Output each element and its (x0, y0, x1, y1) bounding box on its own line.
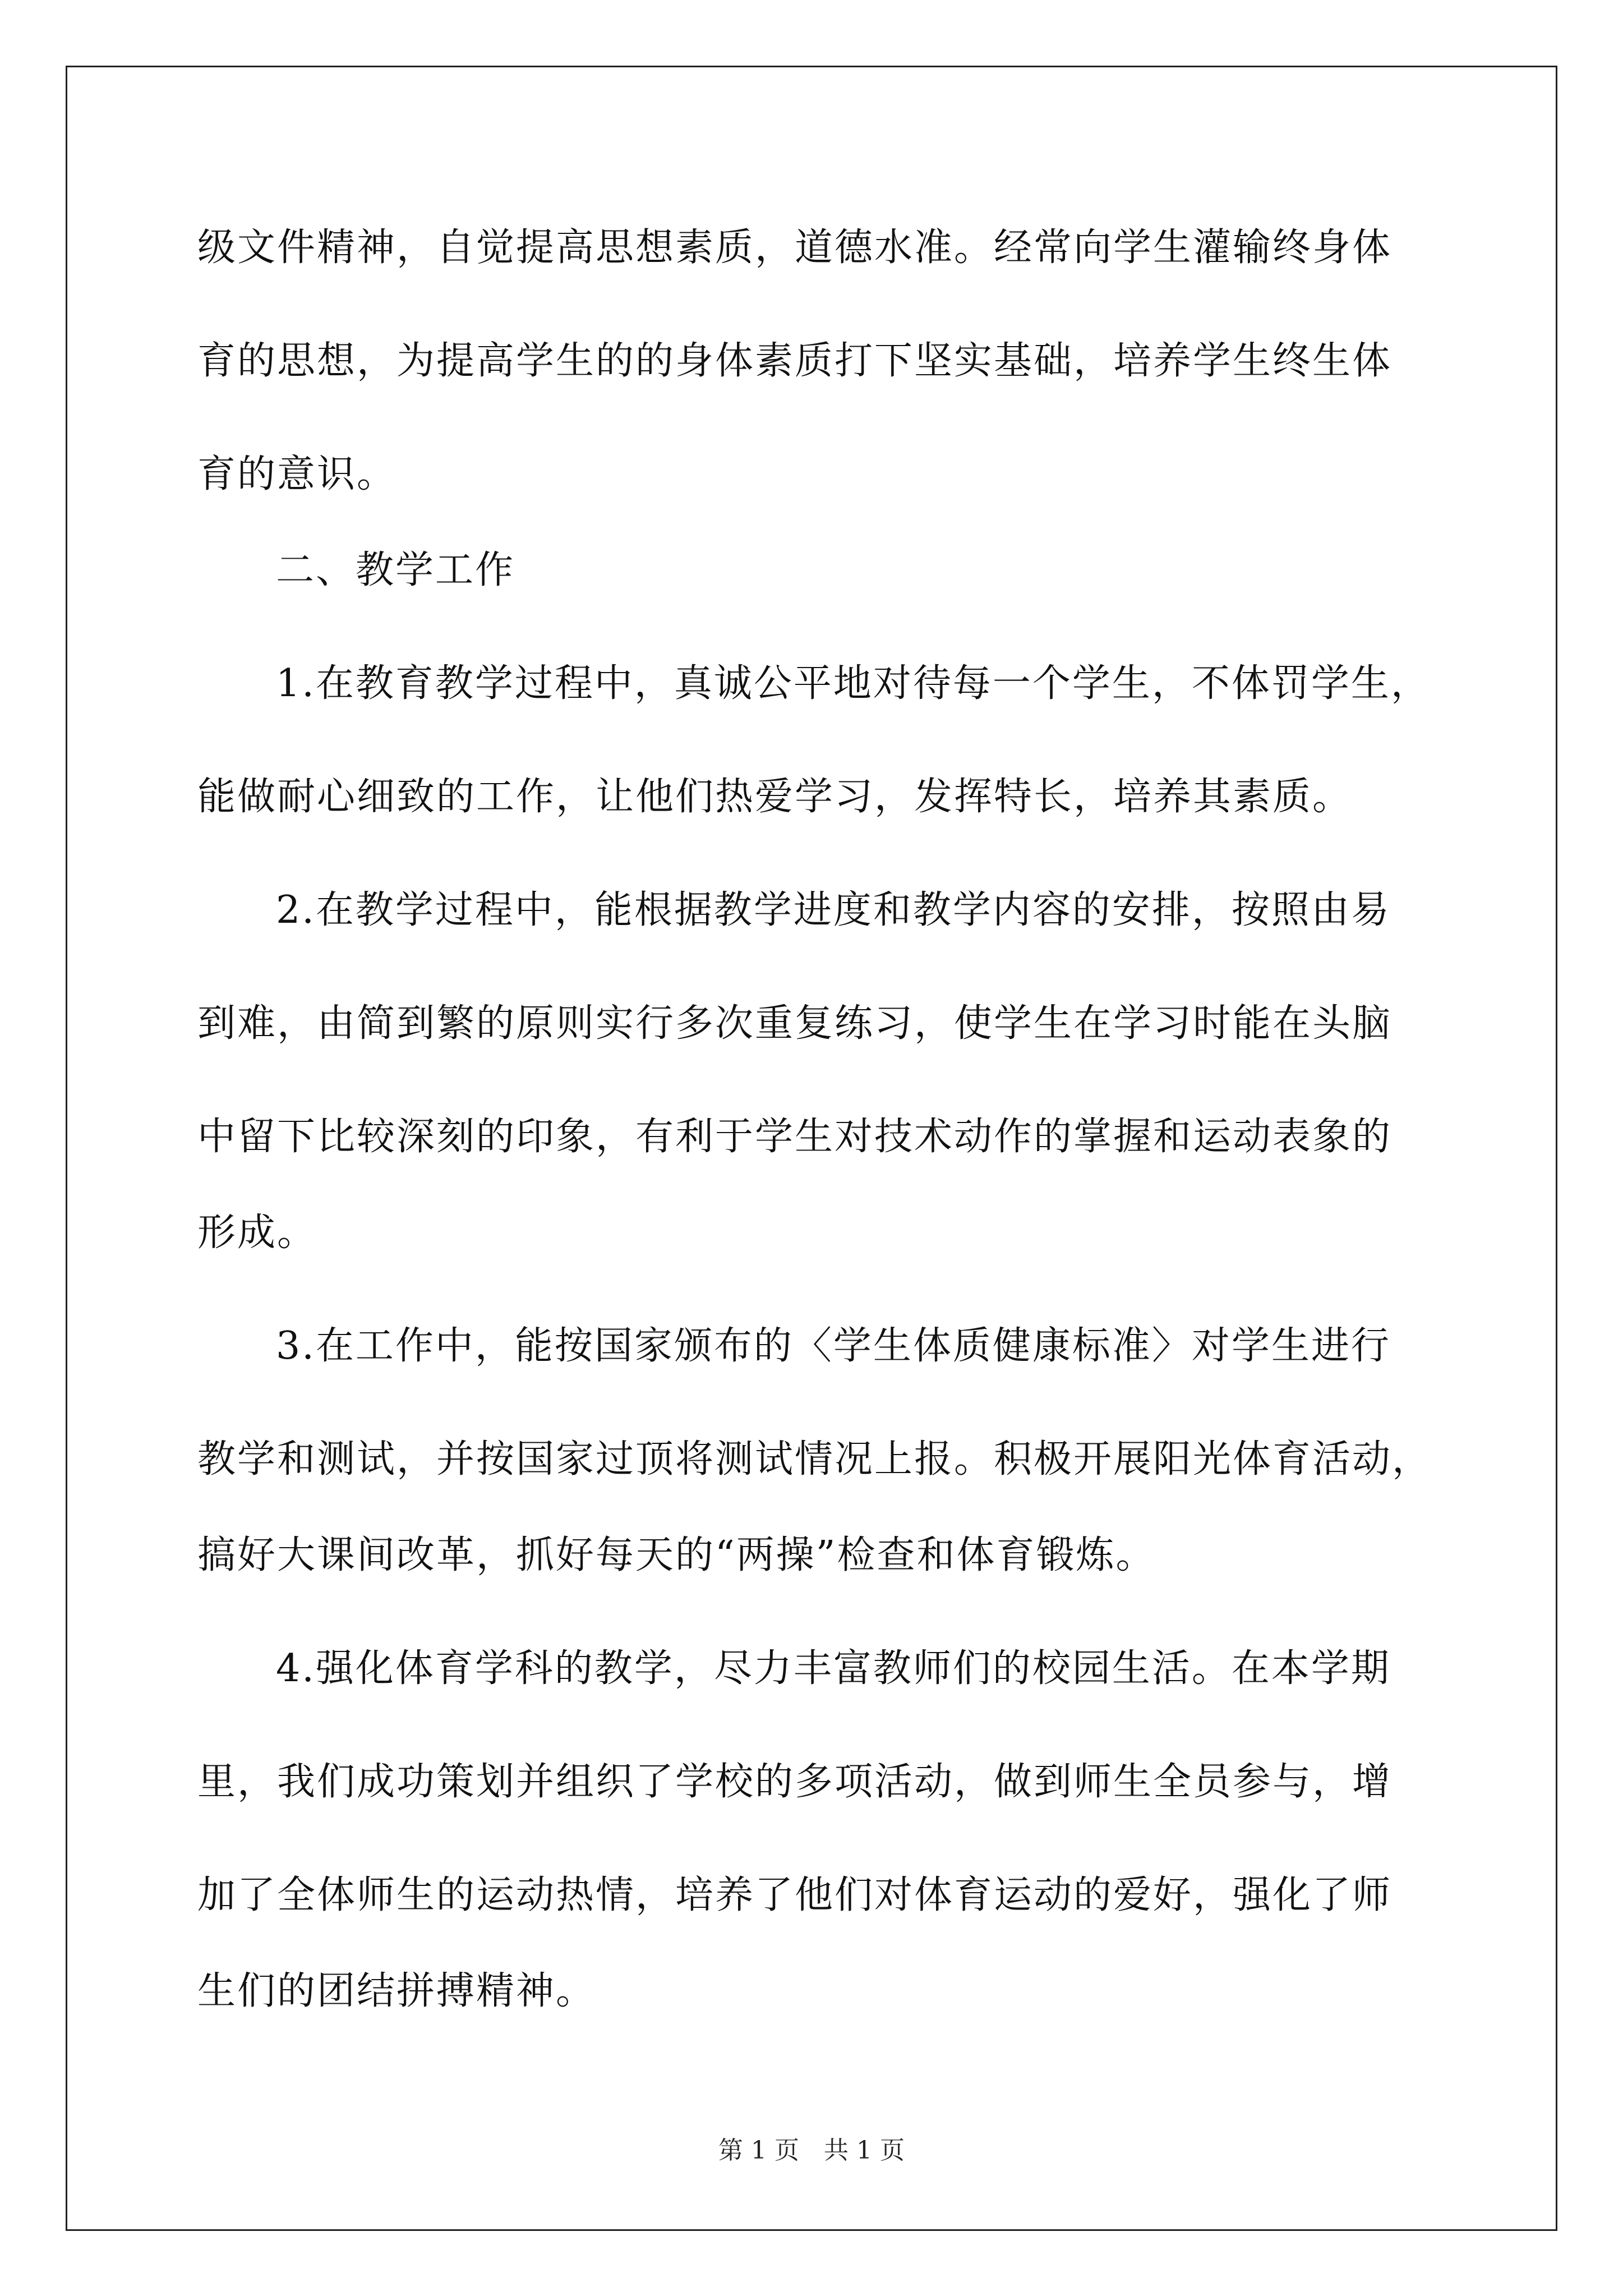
text-line: 里，我们成功策划并组织了学校的多项活动，做到师生全员参与，增 (197, 1760, 1393, 1804)
text-line: 搞好大课间改革，抓好每天的“两操”检查和体育锻炼。 (197, 1533, 1156, 1577)
text-line: 2.在教学过程中，能根据教学进度和教学内容的安排，按照由易 (276, 888, 1391, 932)
text-line: 育的思想，为提高学生的的身体素质打下坚实基础，培养学生终生体 (197, 339, 1393, 383)
text-line: 1.在教育教学过程中，真诚公平地对待每一个学生，不体罚学生， (276, 661, 1431, 706)
text-line: 育的意识。 (197, 452, 397, 496)
text-line: 形成。 (197, 1211, 317, 1255)
text-line: 生们的团结拼搏精神。 (197, 1969, 596, 2013)
text-line: 级文件精神，自觉提高思想素质，道德水准。经常向学生灌输终身体 (197, 226, 1393, 270)
section-heading: 二、教学工作 (276, 548, 515, 592)
text-line: 能做耐心细致的工作，让他们热爱学习，发挥特长，培养其素质。 (197, 775, 1353, 819)
text-line: 加了全体师生的运动热情，培养了他们对体育运动的爱好，强化了师 (197, 1873, 1393, 1917)
text-line: 到难，由简到繁的原则实行多次重复练习，使学生在学习时能在头脑 (197, 1001, 1393, 1046)
page-number: 第 1 页 共 1 页 (718, 2136, 905, 2165)
text-line: 3.在工作中，能按国家颁布的〈学生体质健康标准〉对学生进行 (276, 1324, 1391, 1368)
text-line: 4.强化体育学科的教学，尽力丰富教师们的校园生活。在本学期 (276, 1646, 1391, 1691)
text-line: 中留下比较深刻的印象，有利于学生对技术动作的掌握和运动表象的 (197, 1115, 1393, 1159)
text-line: 教学和测试，并按国家过顶将测试情况上报。积极开展阳光体育活动， (197, 1437, 1432, 1481)
